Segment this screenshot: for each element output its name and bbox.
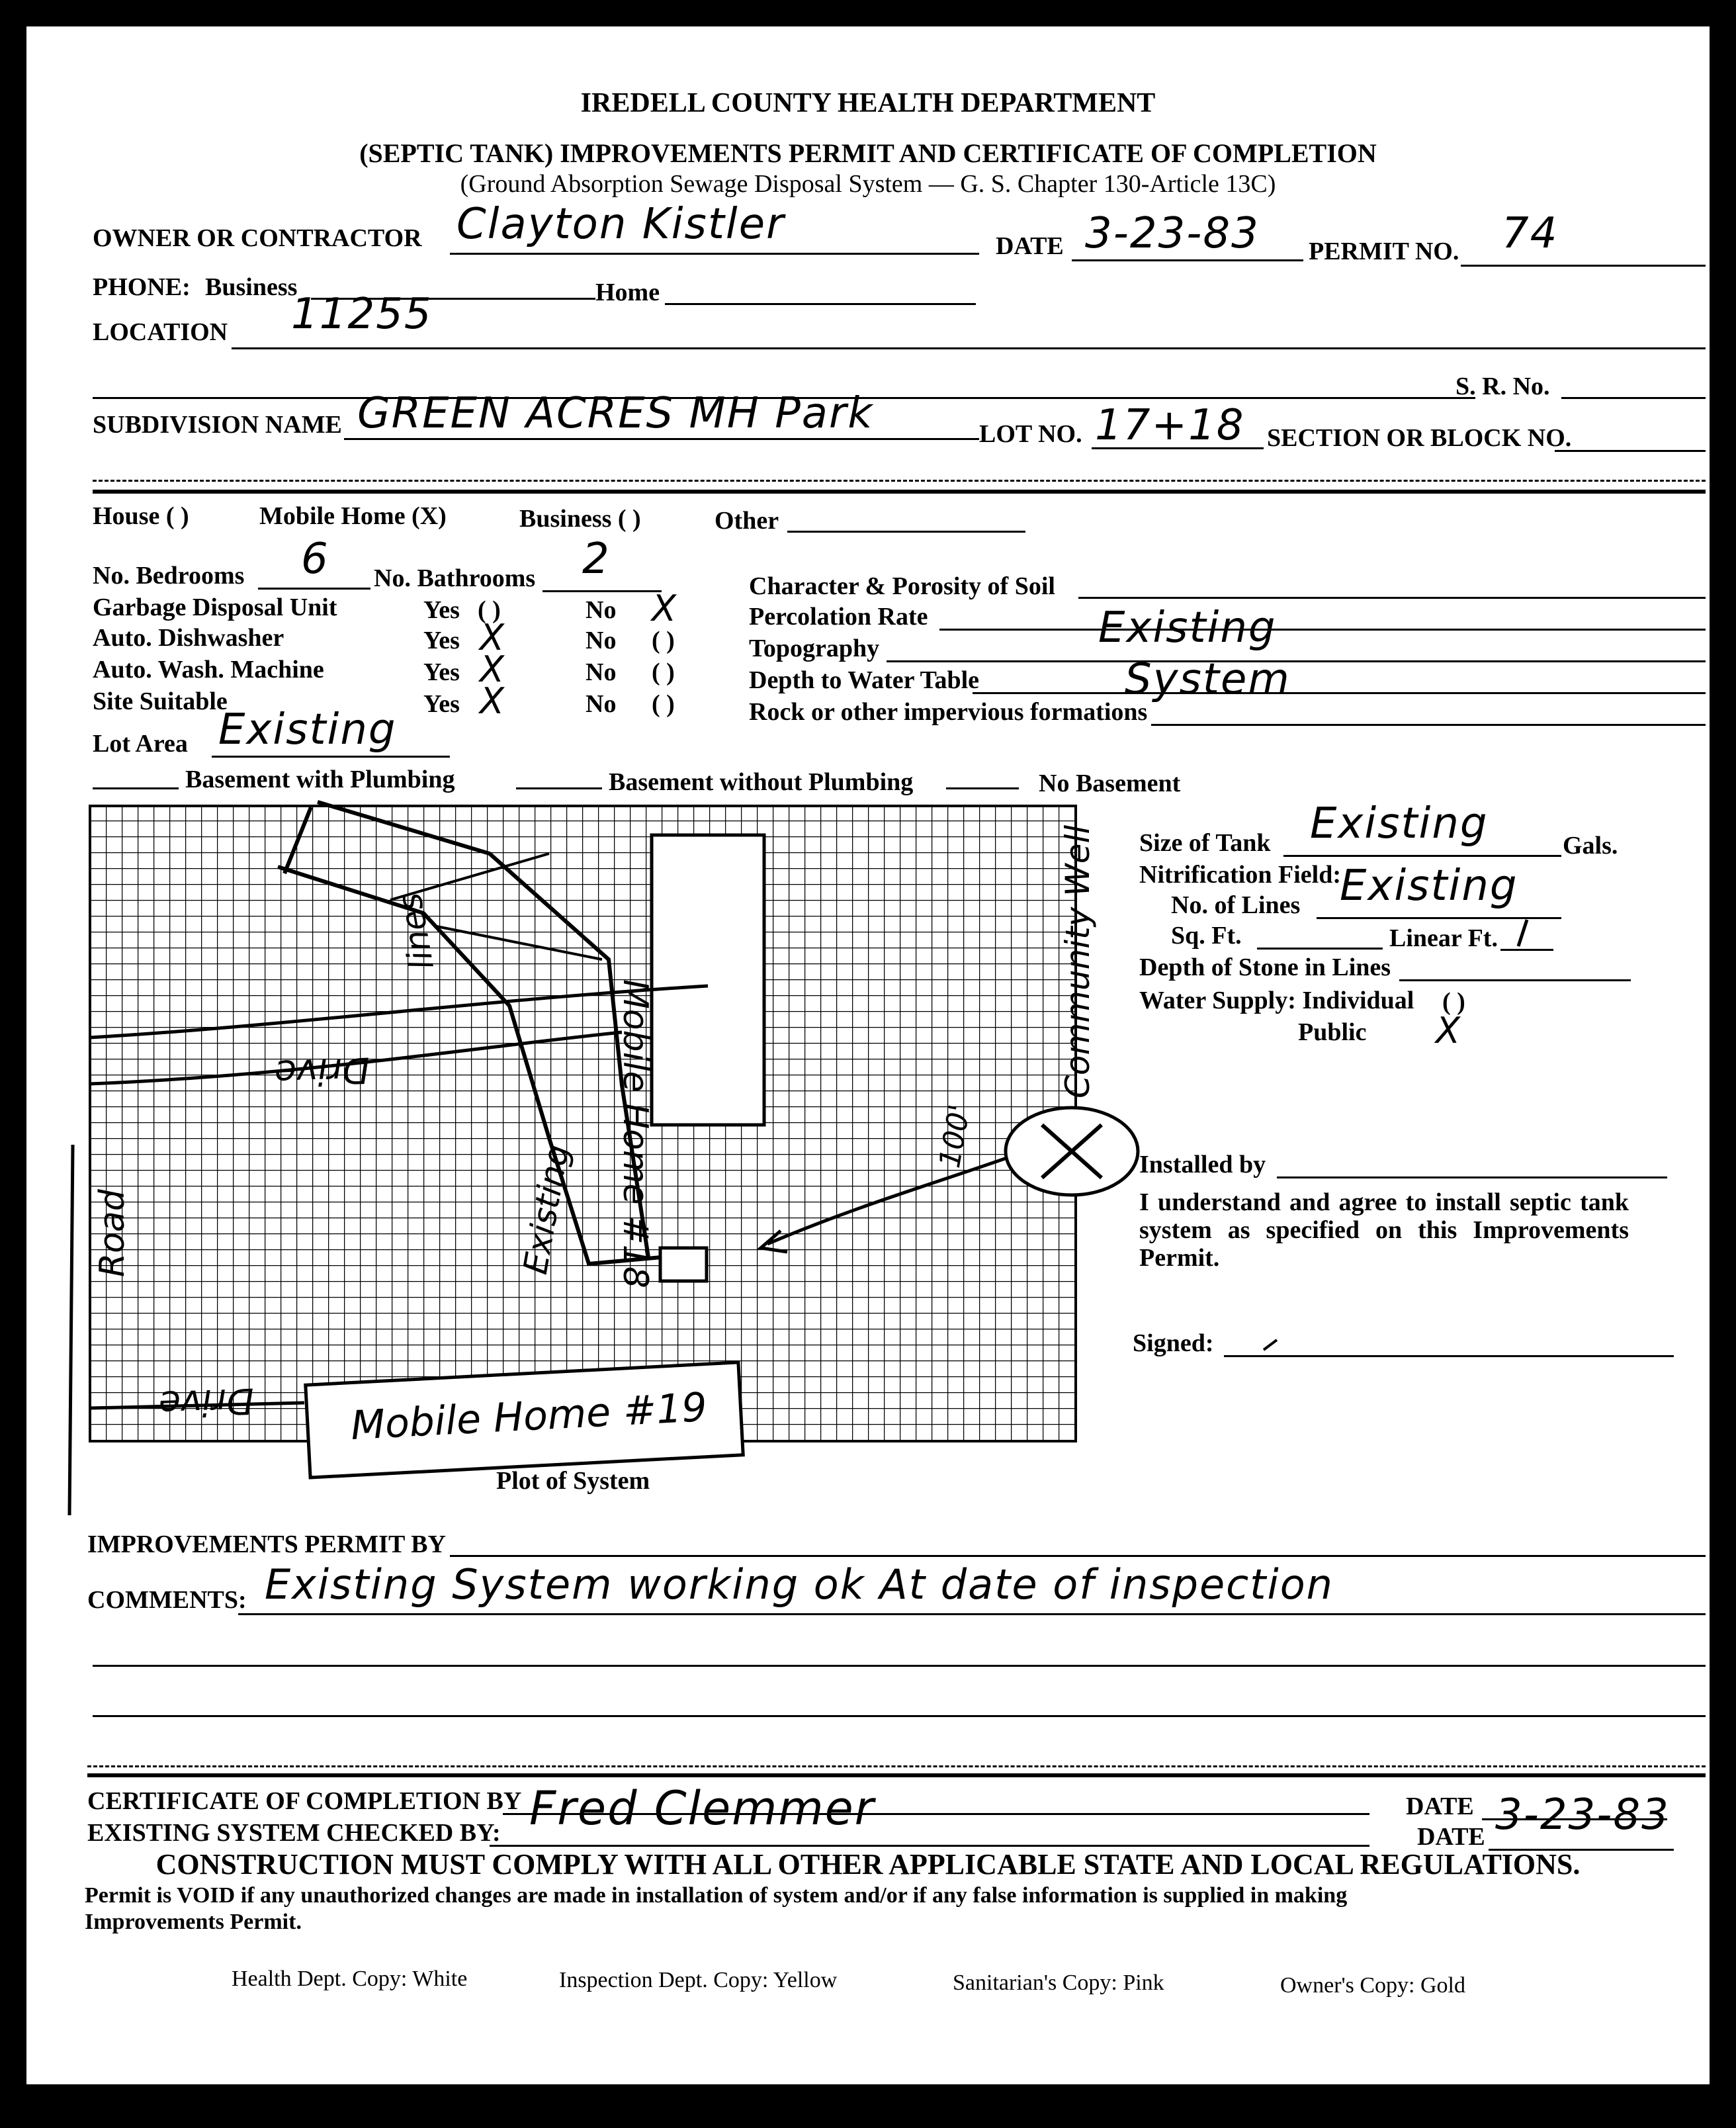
type-business: Business ( ) — [519, 505, 641, 533]
void-note-2: Improvements Permit. — [85, 1910, 302, 1934]
owner-label: OWNER OR CONTRACTOR — [93, 224, 422, 252]
mobile-home-18-box — [652, 835, 764, 1125]
copy-sanitarian: Sanitarian's Copy: Pink — [953, 1971, 1164, 1995]
improvements-by-line — [450, 1555, 1706, 1557]
basement-without-label: Basement without Plumbing — [609, 768, 914, 796]
phone-home-label: Home — [595, 279, 660, 306]
appliance-3-label: Site Suitable — [93, 687, 228, 715]
water-supply-label: Water Supply: Individual — [1139, 987, 1414, 1014]
lines-label: No. of Lines — [1171, 891, 1301, 919]
appliance-3-yes: X — [480, 680, 504, 722]
plot-grid — [90, 806, 1076, 1441]
appliance-1-no: ( ) — [652, 627, 675, 654]
soil-rock-label: Rock or other impervious formations — [749, 698, 1148, 726]
phone-label: PHONE: — [93, 273, 191, 301]
date-value: 3-23-83 — [1085, 209, 1260, 258]
lot-label: LOT NO. — [979, 420, 1082, 448]
form-subtitle: (Ground Absorption Sewage Disposal System — G. S. Chapter 130-Article 13C) — [460, 170, 1276, 198]
soil-percolation-label: Percolation Rate — [749, 603, 928, 631]
checked-label: EXISTING SYSTEM CHECKED BY: — [87, 1819, 501, 1847]
drive-top-label: Drive — [273, 1049, 371, 1094]
appliance-2-yes: X — [480, 648, 504, 690]
road-label: Road — [93, 1189, 132, 1277]
plot-drawing — [26, 26, 1710, 1548]
form-title: (SEPTIC TANK) IMPROVEMENTS PERMIT AND CERTIFICATE OF COMPLETION — [359, 138, 1377, 168]
appliance-3-no: ( ) — [652, 690, 675, 718]
plot-caption: Plot of System — [496, 1467, 650, 1495]
appliance-0-yes-label: Yes — [423, 596, 460, 624]
bathrooms-value: 2 — [582, 535, 611, 584]
tank-size-value: Existing — [1310, 799, 1489, 848]
appliance-2-no: ( ) — [652, 658, 675, 686]
lot-area-value: Existing — [218, 705, 397, 754]
installed-label: Installed by — [1139, 1151, 1266, 1178]
depth-stone-label: Depth of Stone in Lines — [1139, 953, 1391, 981]
appliance-0-label: Garbage Disposal Unit — [93, 594, 337, 621]
owner-value: Clayton Kistler — [456, 200, 785, 249]
soil-water-table-label: Depth to Water Table — [749, 666, 980, 694]
tank-gals-label: Gals. — [1563, 832, 1618, 860]
bathrooms-label: No. Bathrooms — [374, 564, 536, 592]
improvements-by-label: IMPROVEMENTS PERMIT BY — [87, 1530, 446, 1558]
regulations-text: CONSTRUCTION MUST COMPLY WITH ALL OTHER APPLICABLE STATE AND LOCAL REGULATIONS. — [155, 1848, 1581, 1881]
type-house: House ( ) — [93, 502, 189, 530]
permit-label: PERMIT NO. — [1309, 238, 1459, 265]
separator-thick-2 — [87, 1773, 1706, 1777]
checked-date-label: DATE — [1417, 1823, 1485, 1851]
comments-value: Existing System working ok At date of inspection — [265, 1560, 1334, 1609]
comments-line-1 — [238, 1613, 1706, 1615]
date-label: DATE — [996, 232, 1064, 260]
copy-health: Health Dept. Copy: White — [232, 1967, 468, 1991]
copy-owner: Owner's Copy: Gold — [1280, 1973, 1466, 1998]
type-mobile-home: Mobile Home (X) — [259, 502, 447, 530]
certificate-label: CERTIFICATE OF COMPLETION BY — [87, 1787, 522, 1815]
void-note-1: Permit is VOID if any unauthorized changes are made in installation of system and/or if any false information is supplied in making — [85, 1883, 1348, 1908]
linear-label: Linear Ft. — [1389, 924, 1498, 952]
sqft-label: Sq. Ft. — [1171, 922, 1242, 950]
subdivision-value: GREEN ACRES MH Park — [357, 389, 874, 438]
signed-label: Signed: — [1133, 1329, 1214, 1357]
drive-bottom-label: Drive — [157, 1380, 255, 1425]
soil-character-label: Character & Porosity of Soil — [749, 572, 1055, 600]
appliance-1-yes-label: Yes — [423, 627, 460, 654]
checked-value: Fred Clemmer — [529, 1781, 875, 1836]
mobile-home-18-label: Mobile Home #18 — [615, 979, 655, 1288]
certificate-date-label: DATE — [1406, 1793, 1474, 1820]
comments-label: COMMENTS: — [87, 1586, 247, 1614]
bedrooms-value: 6 — [301, 535, 329, 584]
appliance-3-yes-label: Yes — [423, 690, 460, 718]
appliance-3-no-label: No — [586, 690, 617, 718]
basement-none-label: No Basement — [1039, 770, 1181, 797]
soil-value-line1: Existing — [1098, 603, 1277, 652]
appliance-0-no-label: No — [586, 596, 617, 624]
checked-date-value: 3-23-83 — [1495, 1791, 1670, 1840]
nitrification-label: Nitrification Field: — [1139, 861, 1341, 889]
existing-lines-label: Existing — [516, 1141, 577, 1278]
lot-value: 17+18 — [1095, 401, 1245, 450]
department-heading: IREDELL COUNTY HEALTH DEPARTMENT — [580, 88, 1156, 118]
water-individual-mark: ( ) — [1442, 988, 1465, 1016]
appliance-0-no: X — [652, 588, 676, 629]
appliance-0-yes: ( ) — [478, 596, 501, 624]
comments-line-2 — [93, 1665, 1706, 1667]
bedrooms-label: No. Bedrooms — [93, 562, 245, 590]
appliance-2-yes-label: Yes — [423, 658, 460, 686]
appliance-1-no-label: No — [586, 627, 617, 654]
appliance-2-label: Auto. Wash. Machine — [93, 656, 324, 684]
copy-inspection: Inspection Dept. Copy: Yellow — [559, 1968, 838, 1992]
permit-sheet — [26, 26, 1710, 2084]
checked-line — [490, 1845, 1369, 1847]
type-other: Other — [715, 507, 779, 535]
distance-label: 100' — [933, 1102, 977, 1171]
appliance-1-yes: X — [480, 617, 504, 658]
agreement-text: I understand and agree to install septic tank system as specified on this Improvements Permit. — [1139, 1188, 1629, 1272]
comments-line-3 — [93, 1715, 1706, 1717]
location-value: 11255 — [291, 290, 433, 339]
lines-value: Existing — [1340, 862, 1518, 910]
section-label: SECTION OR BLOCK NO. — [1267, 424, 1572, 452]
appliance-2-no-label: No — [586, 658, 617, 686]
basement-with-label: Basement with Plumbing — [185, 766, 455, 793]
water-public-label: Public — [1298, 1018, 1367, 1046]
water-public-mark: X — [1436, 1010, 1460, 1051]
lines-label-plot: lines — [390, 890, 442, 973]
mobile-home-19-label: Mobile Home #19 — [349, 1384, 709, 1450]
appliance-1-label: Auto. Dishwasher — [93, 624, 284, 652]
location-label: LOCATION — [93, 318, 228, 346]
sr-no-label: S. R. No. — [1455, 373, 1550, 400]
phone-business-label: Business — [205, 273, 298, 301]
soil-value-line2: System — [1125, 655, 1291, 704]
lot-area-label: Lot Area — [93, 730, 188, 758]
tank-size-label: Size of Tank — [1139, 829, 1271, 857]
subdivision-label: SUBDIVISION NAME — [93, 411, 342, 439]
soil-topography-label: Topography — [749, 635, 880, 662]
separator-dashed-2 — [87, 1765, 1706, 1767]
well-label: Community Well — [1059, 824, 1097, 1098]
permit-value: 74 — [1502, 209, 1559, 258]
